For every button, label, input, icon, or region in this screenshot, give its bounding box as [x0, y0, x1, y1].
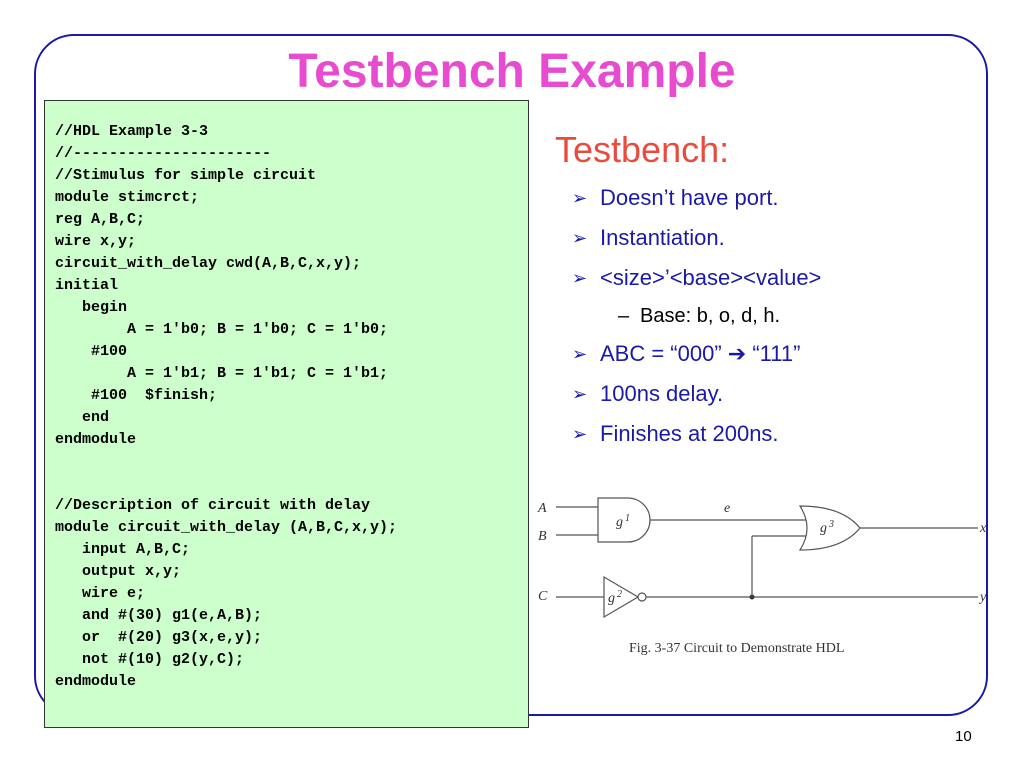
and-gate-g1: [598, 498, 650, 542]
code-line: output x,y;: [55, 563, 182, 580]
code-line: //Stimulus for simple circuit: [55, 167, 317, 184]
bullet-list: [572, 178, 821, 454]
bullet-item: [572, 334, 821, 374]
code-line: and #(30) g1(e,A,B);: [55, 607, 263, 624]
code-line: not #(10) g2(y,C);: [55, 651, 245, 668]
bullet-item: [572, 414, 821, 454]
bullet-text: <size>’<base><value>: [600, 265, 822, 290]
figure-caption: Fig. 3-37 Circuit to Demonstrate HDL: [629, 641, 845, 656]
code-line: [55, 451, 520, 473]
arrow-bullet-icon: ➢: [572, 188, 588, 208]
code-line: circuit_with_delay cwd(A,B,C,x,y);: [55, 255, 362, 272]
output-label-x: x: [980, 521, 987, 536]
sub-bullet-text: Base: b, o, d, h.: [640, 305, 781, 327]
gate-label-g1-sub: 1: [625, 513, 630, 524]
code-line: module circuit_with_delay (A,B,C,x,y);: [55, 519, 398, 536]
code-line: initial: [55, 277, 119, 294]
bullet-text: Finishes at 200ns.: [600, 421, 779, 446]
code-line: A = 1'b1; B = 1'b1; C = 1'b1;: [55, 365, 389, 382]
dash-bullet-icon: –: [618, 305, 630, 327]
arrow-bullet-icon: ➢: [572, 268, 588, 288]
code-line: //Description of circuit with delay: [55, 497, 371, 514]
testbench-heading: Testbench:: [555, 129, 730, 170]
slide-title: Testbench Example: [288, 45, 736, 98]
code-line: reg A,B,C;: [55, 211, 146, 228]
code-line: wire x,y;: [55, 233, 137, 250]
code-line: end: [55, 409, 110, 426]
gate-label-g3: g: [820, 521, 827, 536]
code-line: begin: [55, 299, 128, 316]
code-line: endmodule: [55, 431, 137, 448]
gate-label-g1: g: [616, 515, 623, 530]
output-label-y: y: [980, 590, 987, 605]
bullet-item: [572, 258, 821, 298]
code-listing: [44, 100, 529, 728]
code-line: module stimcrct;: [55, 189, 200, 206]
arrow-bullet-icon: ➢: [572, 424, 588, 444]
circuit-diagram: [530, 490, 1000, 666]
code-line: //HDL Example 3-3: [55, 123, 209, 140]
bullet-item: [572, 178, 821, 218]
input-label-b: B: [538, 529, 547, 544]
code-line: A = 1'b0; B = 1'b0; C = 1'b0;: [55, 321, 389, 338]
bullet-text: Instantiation.: [600, 225, 725, 250]
bullet-item: [572, 374, 821, 414]
bullet-text: Doesn’t have port.: [600, 185, 779, 210]
not-gate-bubble: [638, 593, 646, 601]
arrow-bullet-icon: ➢: [572, 384, 588, 404]
sub-bullet-item: [572, 298, 821, 334]
gate-label-g2: g: [608, 591, 615, 606]
code-line: wire e;: [55, 585, 146, 602]
gate-label-g3-sub: 3: [829, 519, 834, 530]
code-line: [55, 473, 520, 495]
arrow-bullet-icon: ➢: [572, 344, 588, 364]
bullet-text: ABC = “000” ➔ “111”: [600, 341, 801, 366]
arrow-bullet-icon: ➢: [572, 228, 588, 248]
input-label-a: A: [538, 501, 547, 516]
bullet-text: 100ns delay.: [600, 381, 724, 406]
input-label-c: C: [538, 589, 548, 604]
wire-label-e: e: [724, 501, 731, 516]
code-line: or #(20) g3(x,e,y);: [55, 629, 263, 646]
page-number: 10: [955, 728, 972, 745]
gate-label-g2-sub: 2: [617, 589, 622, 600]
code-line: input A,B,C;: [55, 541, 191, 558]
code-line: #100: [55, 343, 128, 360]
code-line: endmodule: [55, 673, 137, 690]
code-line: #100 $finish;: [55, 387, 218, 404]
bullet-item: [572, 218, 821, 258]
code-line: //----------------------: [55, 145, 272, 162]
